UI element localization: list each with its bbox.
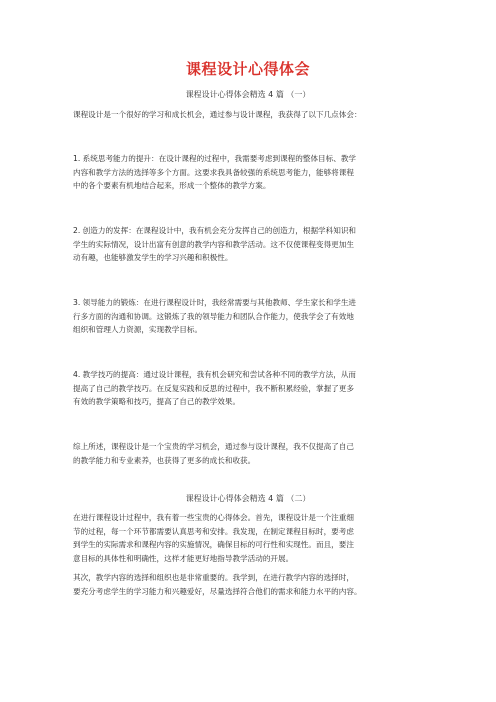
text-line: 提高了自己的教学技巧。在反复实践和反思的过程中，我不断积累经验，掌握了更多 <box>73 383 354 393</box>
text-line: 意目标的具体性和明确性，这样才能更好地指导教学活动的开展。 <box>73 553 294 563</box>
text-line: 在进行课程设计过程中，我有着一些宝贵的心得体会。首先，课程设计是一个注重细 <box>73 513 354 522</box>
section-heading-2: 课程设计心得体会精选 4 篇 （二） <box>185 494 311 503</box>
point-paragraph-2 <box>73 224 433 265</box>
text-line: 3. 领导能力的锻炼：在进行课程设计时，我经常需要与其他教师、学生家长和学生进 <box>73 298 357 307</box>
section2-paragraph-1 <box>73 511 433 565</box>
text-line: 要充分考虑学生的学习能力和兴趣爱好，尽量选择符合他们的需求和能力水平的内容。 <box>73 586 362 596</box>
section-heading-1: 课程设计心得体会精选 4 篇 （一） <box>185 90 311 99</box>
text-line: 的教学能力和专业素养，也获得了更多的成长和收获。 <box>73 455 256 465</box>
document-title: 课程设计心得体会 <box>185 60 310 78</box>
text-line: 1. 系统思考能力的提升：在设计课程的过程中，我需要考虑到课程的整体目标、教学 <box>73 154 357 163</box>
point-paragraph-4 <box>73 368 433 409</box>
text-line: 行多方面的沟通和协调。这锻炼了我的领导能力和团队合作能力，使我学会了有效地 <box>73 311 354 321</box>
text-line: 课程设计是一个很好的学习和成长机会，通过参与设计课程，我获得了以下几点体会： <box>73 110 362 119</box>
text-line: 组织和管理人力资源，实现教学目标。 <box>73 325 203 334</box>
text-line: 有效的教学策略和技巧，提高了自己的教学效果。 <box>73 397 241 406</box>
text-line: 学生的实际情况，设计出富有创意的教学内容和教学活动。这不仅使课程变得更加生 <box>73 239 354 249</box>
text-line: 动有趣，也能够激发学生的学习兴趣和积极性。 <box>73 253 233 262</box>
point-paragraph-3 <box>73 296 433 337</box>
text-line: 中的各个要素有机地结合起来，形成一个整体的教学方案。 <box>73 181 271 190</box>
text-line: 2. 创造力的发挥：在课程设计中，我有机会充分发挥自己的创造力，根据学科知识和 <box>73 226 357 235</box>
conclusion-paragraph <box>73 440 433 467</box>
intro-paragraph <box>73 108 453 122</box>
text-line: 综上所述，课程设计是一个宝贵的学习机会，通过参与设计课程，我不仅提高了自己 <box>73 442 354 451</box>
text-line: 到学生的实际需求和课程内容的实施情况，确保目标的可行性和实现性。而且，要注 <box>73 540 354 549</box>
text-line: 4. 教学技巧的提高：通过设计课程，我有机会研究和尝试各种不同的教学方法，从而 <box>73 370 357 379</box>
text-line: 其次，教学内容的选择和组织也是非常重要的。我学到，在进行教学内容的选择时， <box>73 573 354 582</box>
point-paragraph-1 <box>73 152 433 193</box>
text-line: 节的过程，每一个环节都需要认真思考和安排。我发现，在制定课程目标时，要考虑 <box>73 526 354 536</box>
section2-paragraph-2 <box>73 571 433 598</box>
text-line: 内容和教学方法的选择等多个方面。这要求我具备较强的系统思考能力，能够将课程 <box>73 167 354 177</box>
